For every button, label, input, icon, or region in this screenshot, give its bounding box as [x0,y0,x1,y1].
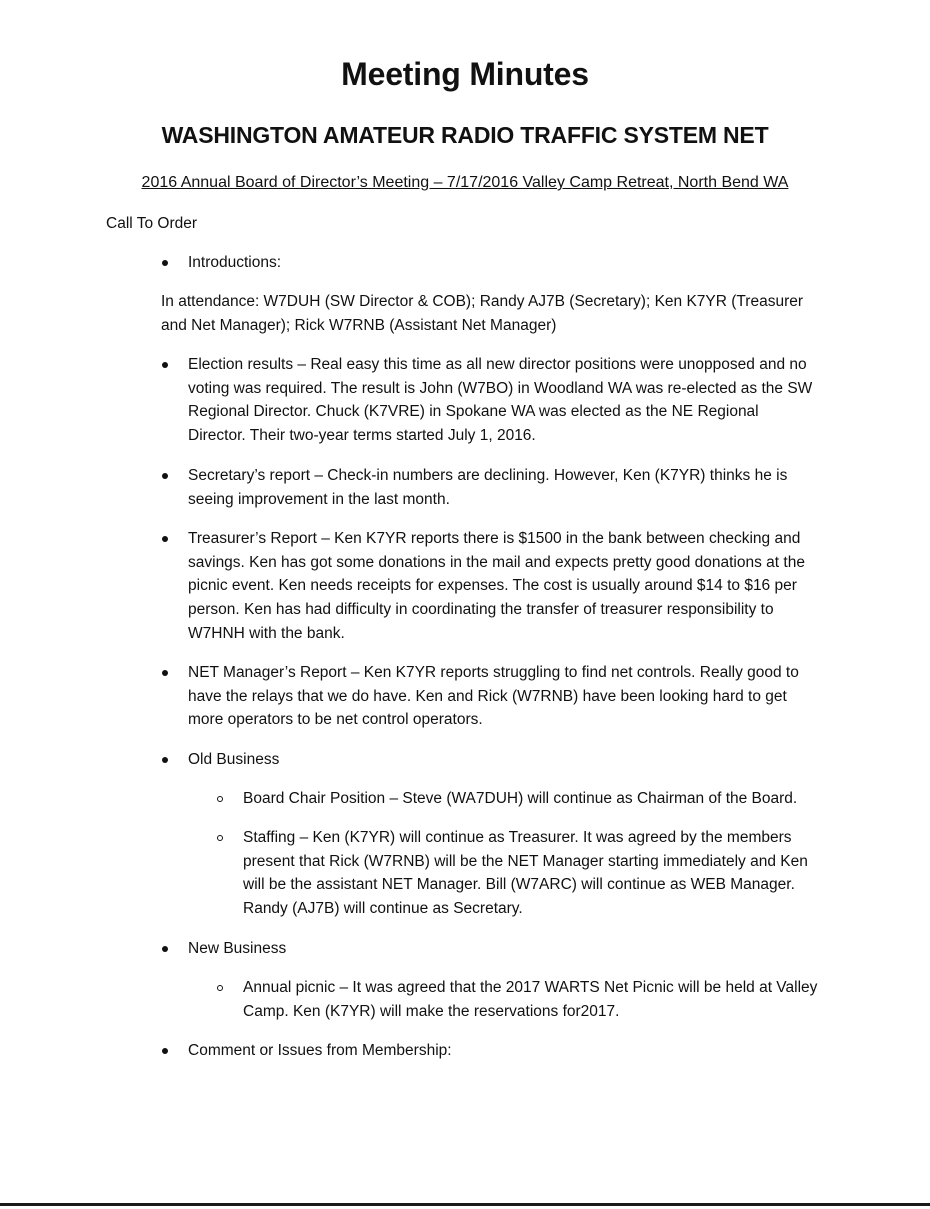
call-to-order: Call To Order [106,215,198,232]
comments-item: Comment or Issues from Membership: [188,1042,452,1059]
document-title: Meeting Minutes [341,56,589,92]
bullet-dot-icon [162,536,168,542]
election-results-item: Election results – Real easy this time as all new director positions were unopposed and no voting was required. The result is John (W7BO) in Woodland WA was re-elected as the SW Regional Director. Chuck (K7VRE) in Spokane WA was elected as the NE Regional Director. Their two-year terms started July 1, 2016. [188,356,813,445]
organization-heading: WASHINGTON AMATEUR RADIO TRAFFIC SYSTEM NET [161,122,769,148]
bullet-circle-icon [217,796,223,802]
bullet-dot-icon [162,473,168,479]
staffing-item: Staffing – Ken (K7YR) will continue as Treasurer. It was agreed by the members present that Rick (W7RNB) will be the NET Manager starting immediately and Ken will be the assistant NET Manager. Bill (W7ARC) will continue as WEB Manager. Randy (AJ7B) will continue as Secretary. [243,829,808,918]
bullet-dot-icon [162,946,168,952]
bullet-dot-icon [162,1048,168,1054]
secretary-report-item: Secretary’s report – Check-in numbers are declining. However, Ken (K7YR) thinks he is seeing improvement in the last month. [188,467,788,508]
bullet-dot-icon [162,757,168,763]
annual-picnic-item: Annual picnic – It was agreed that the 2017 WARTS Net Picnic will be held at Valley Camp. Ken (K7YR) will make the reservations for2017. [243,979,818,1020]
new-business-item: New Business [188,940,287,957]
board-chair-item: Board Chair Position – Steve (WA7DUH) will continue as Chairman of the Board. [243,790,798,807]
treasurer-report-item: Treasurer’s Report – Ken K7YR reports there is $1500 in the bank between checking and savings. Ken has got some donations in the mail and expects pretty good donations at the picnic event. Ken needs receipts for expenses. The cost is usually around $14 to $16 per person. Ken has had difficulty in coordinating the transfer of treasurer responsibility to W7HNH with the bank. [188,530,805,642]
meeting-subtitle: 2016 Annual Board of Director’s Meeting – 7/17/2016 Valley Camp Retreat, North Bend WA [141,174,789,191]
bullet-circle-icon [217,835,223,841]
bullet-circle-icon [217,985,223,991]
net-manager-report-item: NET Manager’s Report – Ken K7YR reports struggling to find net controls. Really good to have the relays that we do have. Ken and Rick (W7RNB) have been looking hard to get more operators to be net control operators. [188,664,799,729]
bullet-dot-icon [162,670,168,676]
bullet-dot-icon [162,362,168,368]
old-business-item: Old Business [188,751,280,768]
page-bottom-rule [0,1203,930,1206]
bullet-dot-icon [162,260,168,266]
attendance-paragraph: In attendance: W7DUH (SW Director & COB); Randy AJ7B (Secretary); Ken K7YR (Treasurer and Net Manager); Rick W7RNB (Assistant Net Manager) [161,293,804,334]
introductions-item: Introductions: [188,254,282,271]
